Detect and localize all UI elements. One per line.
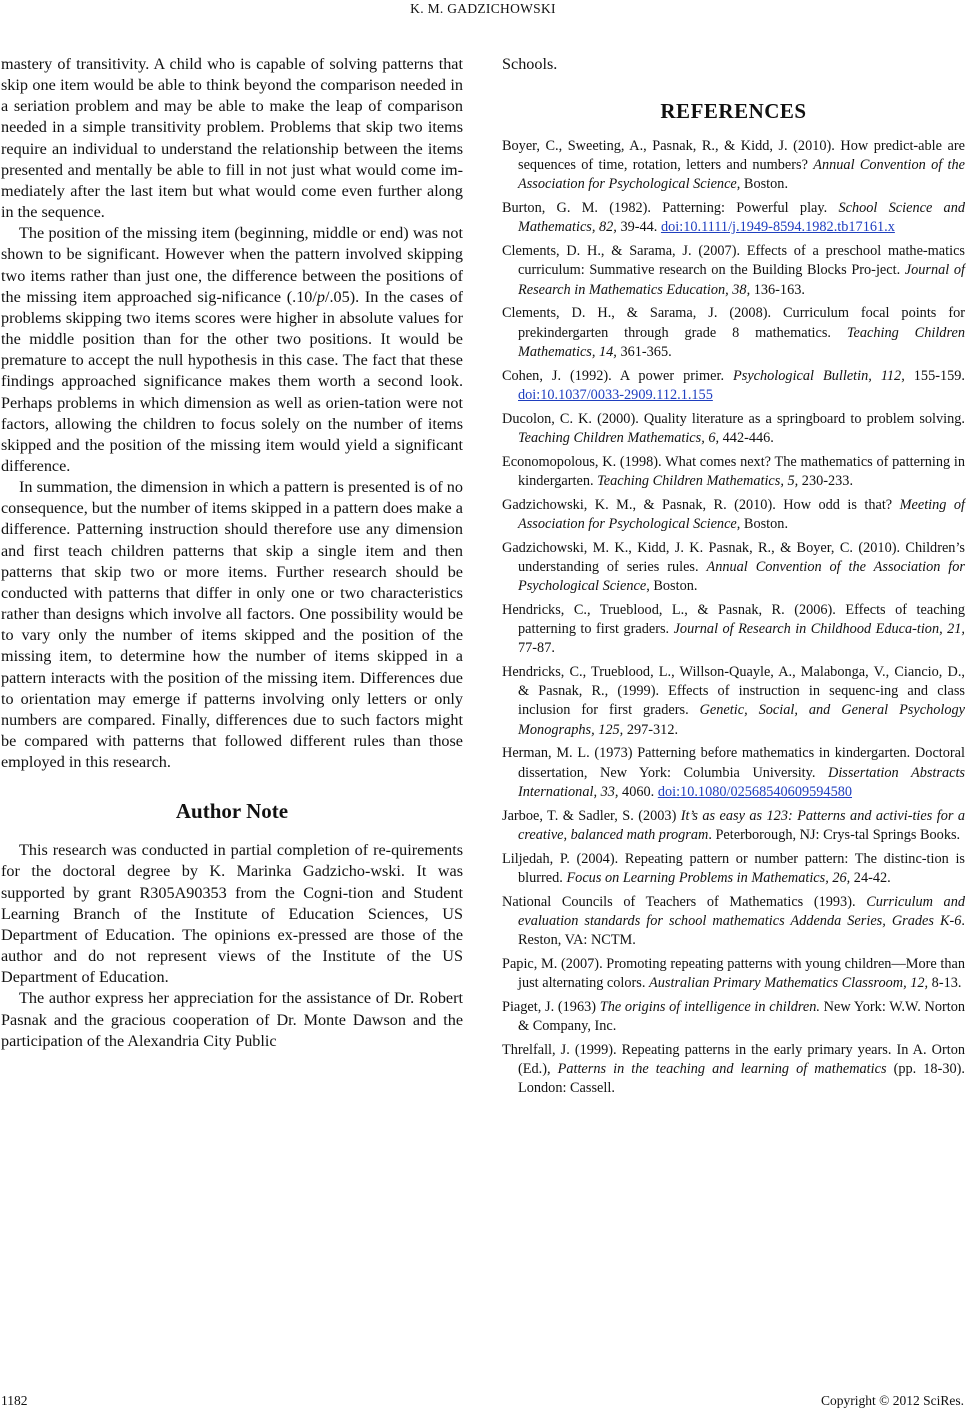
reference-text: National Councils of Teachers of Mathematics (1993).: [502, 893, 867, 910]
reference-item: [502, 998, 965, 1036]
reference-source: Annual Convention of the Association for Psychological Science: [518, 558, 965, 595]
reference-details: 24-42.: [850, 869, 891, 886]
reference-source: Teaching Children Mathematics, 5,: [597, 472, 799, 489]
reference-source: Journal of Research in Mathematics Education, 38,: [518, 262, 966, 298]
reference-item: [502, 807, 965, 845]
reference-details: . Reston, VA: NCTM.: [518, 912, 965, 949]
body-paragraph: [1, 223, 463, 477]
reference-source: Psychological Bulletin, 112,: [733, 367, 905, 384]
reference-details: 361-365.: [616, 343, 672, 360]
reference-source: Annual Convention of the Association for Psychological Science: [518, 157, 965, 193]
continuation-text: Schools.: [502, 55, 558, 73]
reference-item: [502, 242, 965, 300]
reference-details: 4060.: [618, 783, 658, 800]
reference-item: [502, 453, 965, 491]
reference-details: 77-87.: [518, 640, 555, 657]
reference-text: Papic, M. (2007). Promoting repeating patterns with young children—More than just alternating colors.: [502, 955, 965, 992]
reference-text: Threlfall, J. (1999). Repeating patterns in the early primary years. In A. Orton (Ed.),: [502, 1041, 965, 1078]
reference-item: [502, 539, 965, 597]
reference-text: Herman, M. L. (1973) Patterning before mathematics in kindergarten. Doctoral dissertation, New York: Columbia University.: [502, 745, 965, 781]
reference-source: It’s as easy as 123: Patterns and activi-ties for a creative, balanced math program: [518, 807, 966, 843]
reference-item: [502, 137, 965, 195]
reference-source: Meeting of Association for Psychological Science: [518, 496, 966, 532]
body-paragraph: In summation, the dimension in which a pattern is presented is of no consequence, but the number of items skipped in a pattern does make a difference. Patterning instruction should therefore use any dimension and first teach children patterns that skip a single item and then patterns that skip two or more items. Further research should be conducted with patterns that differ in only one or two characteristics rather than designs which involve all factors. One possibility would be to vary only the number of items skipped and the position of the missing item, to determine how the number of items skipped in a pattern interacts with the position of the missing item. Differences due to orientation may emerge if patterns involving only letters or only numbers are compared. Finally, differences due to such factors might be compared with patterns that followed different rules than those employed in this research.: [1, 478, 463, 772]
reference-details: 297-312.: [623, 721, 679, 738]
reference-item: [502, 744, 965, 802]
reference-details: 39-44.: [616, 219, 661, 236]
doi-link[interactable]: doi:10.1080/02568540609594580: [657, 783, 853, 800]
reference-details: 155-159.: [904, 367, 965, 384]
reference-source: Genetic, Social, and General Psychology Monographs, 125,: [518, 702, 965, 738]
reference-details: 230-233.: [798, 472, 854, 489]
reference-source: Dissertation Abstracts International, 33,: [518, 764, 965, 800]
running-header: K. M. GADZICHOWSKI: [410, 1, 556, 16]
reference-source: Teaching Children Mathematics, 14,: [518, 324, 965, 360]
reference-item: [502, 850, 965, 888]
reference-item: [502, 199, 965, 237]
reference-list: [502, 137, 965, 1098]
reference-item: [502, 304, 965, 362]
reference-text: Burton, G. M. (1982). Patterning: Powerful play.: [502, 200, 839, 217]
reference-item: [502, 1041, 965, 1099]
reference-text: Boyer, C., Sweeting, A., Pasnak, R., & Kidd, J. (2010). How predict-able are sequences of time, rotation, letters and numbers?: [502, 138, 965, 174]
reference-source: Teaching Children Mathematics, 6,: [518, 429, 720, 446]
reference-item: [502, 955, 965, 993]
reference-item: [502, 663, 965, 740]
reference-details: , Boston.: [736, 515, 789, 532]
reference-details: . Peterborough, NJ: Crys-tal Springs Books.: [708, 826, 961, 843]
reference-details: , Boston.: [646, 578, 698, 595]
reference-text: Economopolous, K. (1998). What comes next? The mathematics of patterning in kindergarten.: [502, 453, 965, 489]
doi-link[interactable]: doi:10.1037/0033-2909.112.1.155: [518, 386, 713, 403]
right-column: [502, 54, 965, 1103]
reference-item: [502, 893, 965, 951]
reference-item: [502, 601, 965, 659]
reference-text: Gadzichowski, K. M., & Pasnak, R. (2010). How odd is that?: [502, 496, 900, 513]
reference-source: Journal of Research in Childhood Educa-tion, 21,: [673, 621, 966, 638]
reference-source: Australian Primary Mathematics Classroom, 12,: [649, 975, 929, 992]
reference-details: , Boston.: [736, 176, 789, 193]
page-number: 1182: [1, 1393, 28, 1408]
doi-link[interactable]: doi:10.1111/j.1949-8594.1982.tb17161.x: [660, 219, 895, 236]
reference-text: Gadzichowski, M. K., Kidd, J. K. Pasnak, R., & Boyer, C. (2010). Children’s understanding of series rules.: [502, 539, 965, 575]
copyright-notice: Copyright © 2012 SciRes.: [820, 1393, 964, 1408]
references-heading: REFERENCES: [660, 99, 807, 123]
reference-text: Ducolon, C. K. (2000). Quality literature as a springboard to problem solving.: [502, 410, 965, 427]
reference-text: Hendricks, C., Trueblood, L., & Pasnak, R. (2006). Effects of teaching patterning to first graders.: [502, 601, 965, 638]
author-note-heading: Author Note: [175, 799, 289, 824]
author-note-paragraph: This research was conducted in partial completion of re-quirements for the doctoral degree by K. Marinka Gadzicho-wski. It was supported by grant R305A90353 from the Cogni-tion and Student Learning Branch of the Institute of Education Sciences, US Department of Education. The opinions ex-pressed are those of the author and do not represent views of the Institute of the US Department of Education.: [1, 841, 463, 987]
body-text: /.05). In the cases of problems skipping two items scores were higher in absolute values for the middle position than for the other two positions. It would be premature to accept the null hypothesis in this case. The fact that these findings approached significance makes them worth a second look. Perhaps problems in which dimension as well as orien-tation were not factors, allowing the children to focus solely on the number of items skipped and the position of the missing item would yield a significant difference.: [1, 287, 463, 475]
reference-details: 8-13.: [928, 975, 962, 992]
reference-text: Clements, D. H., & Sarama, J. (2007). Effects of a preschool mathe-matics curriculum: Summative research on the Building Blocks Pro-ject.: [502, 243, 965, 279]
reference-details: New York: W.W. Norton & Company, Inc.: [518, 998, 965, 1035]
reference-text: Hendricks, C., Trueblood, L., Willson-Quayle, A., Malabonga, V., Ciancio, D., & Pasnak, R., (1999). Effects of instruction in sequenc-ing and class inclusion for first graders.: [502, 664, 965, 719]
body-paragraph: mastery of transitivity. A child who is capable of solving patterns that skip one item would be able to think beyond the comparison needed in a seriation problem and may be able to make the leap of comparison needed in a simple transitivity problem. Problems that skip two items require an individual to understand the relationship between the items presented and mentally be able to fill in not just what would come im-mediately after the last item but what would come even further along in the sequence.: [1, 55, 463, 222]
reference-text: Cohen, J. (1992). A power primer.: [502, 367, 734, 384]
reference-details: 136-163.: [750, 281, 805, 298]
reference-source: School Science and Mathematics, 82,: [518, 200, 965, 236]
left-column: [1, 54, 463, 1052]
reference-details: (pp. 18-30). London: Cassell.: [518, 1061, 965, 1097]
reference-details: 442-446.: [719, 429, 774, 446]
author-note-paragraph: The author express her appreciation for the assistance of Dr. Robert Pasnak and the gracious cooperation of Dr. Monte Dawson and the participation of the Alexandria City Public: [1, 989, 463, 1050]
body-text-italic: p: [316, 287, 325, 306]
reference-source: Patterns in the teaching and learning of mathematics: [557, 1061, 887, 1078]
reference-source: Focus on Learning Problems in Mathematics, 26,: [566, 869, 851, 886]
reference-item: [502, 410, 965, 448]
reference-text: Piaget, J. (1963): [502, 998, 600, 1015]
body-text: The position of the missing item (beginning, middle or end) was not shown to be significant. However when the pattern involved skipping two items rather than just one, the difference between the positions of the missing item approached sig-nificance (.10/: [1, 224, 463, 306]
reference-item: [502, 367, 965, 405]
reference-item: [502, 496, 965, 534]
reference-text: Liljedah, P. (2004). Repeating pattern or number pattern: The distinc-tion is blurred.: [502, 850, 965, 886]
reference-source: Curriculum and evaluation standards for school mathematics Addenda Series, Grades K-6: [518, 893, 965, 929]
reference-text: Jarboe, T. & Sadler, S. (2003): [502, 807, 681, 824]
reference-source: The origins of intelligence in children.: [599, 998, 820, 1015]
reference-text: Clements, D. H., & Sarama, J. (2008). Curriculum focal points for prekindergarten through grade 8 mathematics.: [502, 305, 965, 341]
